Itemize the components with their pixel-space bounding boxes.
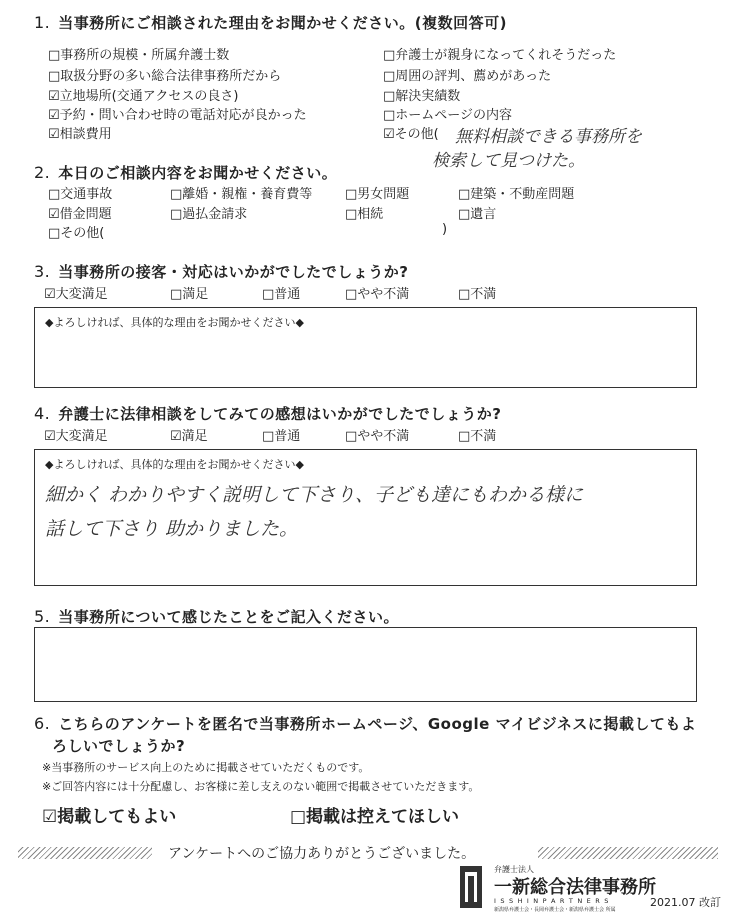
- q6-option-no[interactable]: □掲載は控えてほしい: [290, 807, 460, 827]
- q1-option-reputation[interactable]: □周囲の評判、薦めがあった: [383, 69, 552, 84]
- q4-option-dissatisfied[interactable]: □不満: [458, 429, 497, 444]
- q2-option-debt[interactable]: ☑借金問題: [48, 207, 112, 222]
- q4-reason-box[interactable]: [34, 449, 697, 586]
- q2-option-traffic[interactable]: □交通事故: [48, 187, 113, 202]
- q4-number: 4.: [34, 404, 51, 423]
- q1-number: 1.: [34, 13, 51, 32]
- footer-thanks: アンケートへのご協力ありがとうございました。: [168, 846, 476, 862]
- q1-option-homepage[interactable]: □ホームページの内容: [383, 108, 513, 123]
- q4-option-satisfied[interactable]: ☑満足: [170, 429, 208, 444]
- q2-option-divorce[interactable]: □離婚・親権・養育費等: [170, 187, 313, 202]
- q5-title: [34, 606, 399, 627]
- q1-option-fee[interactable]: ☑相談費用: [48, 127, 112, 142]
- q4-box-label: ◆よろしければ、具体的な理由をお聞かせください◆: [45, 458, 304, 471]
- firm-sub: 新潟県弁護士会・長岡弁護士会・新潟県弁護士会 所属: [494, 907, 616, 913]
- q1-option-size[interactable]: □事務所の規模・所属弁護士数: [48, 48, 230, 63]
- footer-hatch-left: [18, 847, 152, 859]
- q4-option-somewhat-dissatisfied[interactable]: □やや不満: [345, 429, 410, 444]
- q2-option-will[interactable]: □遺言: [458, 207, 497, 222]
- firm-name: 一新総合法律事務所: [494, 877, 656, 898]
- q1-other-handwriting-1: 無料相談できる事務所を: [455, 127, 642, 147]
- q1-option-phone[interactable]: ☑予約・問い合わせ時の電話対応が良かった: [48, 108, 307, 123]
- q3-option-neutral[interactable]: □普通: [262, 287, 301, 302]
- q6-option-yes[interactable]: ☑掲載してもよい: [42, 807, 177, 827]
- q6-note-1: ※当事務所のサービス向上のために掲載させていただくものです。: [42, 761, 370, 774]
- q3-box-label: ◆よろしければ、具体的な理由をお聞かせください◆: [45, 316, 304, 329]
- q6-title-line-1: [34, 713, 696, 734]
- q4-answer-line-2: 話して下さり 助かりました。: [45, 518, 299, 540]
- q3-title: [34, 261, 408, 282]
- q5-comment-box[interactable]: [34, 627, 697, 702]
- q3-reason-box[interactable]: [34, 307, 697, 388]
- q3-title-text: 当事務所の接客・対応はいかがでしたでしょうか?: [58, 263, 409, 281]
- q2-title-text: 本日のご相談内容をお聞かせください。: [58, 164, 338, 182]
- q2-option-overpayment[interactable]: □過払金請求: [170, 207, 248, 222]
- q3-option-dissatisfied[interactable]: □不満: [458, 287, 497, 302]
- q4-title: [34, 403, 501, 424]
- q6-note-2: ※ご回答内容には十分配慮し、お客様に差し支えのない範囲で掲載させていただきます。: [42, 780, 480, 793]
- q3-option-very-satisfied[interactable]: ☑大変満足: [44, 287, 108, 302]
- q2-option-other[interactable]: □その他(: [48, 226, 105, 241]
- firm-roman: I S S H I N P A R T N E R S: [494, 897, 610, 905]
- q2-option-inheritance[interactable]: □相続: [345, 207, 384, 222]
- q2-title: [34, 162, 337, 183]
- q5-title-text: 当事務所について感じたことをご記入ください。: [58, 608, 399, 626]
- q4-option-very-satisfied[interactable]: ☑大変満足: [44, 429, 108, 444]
- q1-title-text: 当事務所にご相談された理由をお聞かせください。(複数回答可): [58, 14, 507, 32]
- q5-number: 5.: [34, 607, 51, 626]
- q4-option-neutral[interactable]: □普通: [262, 429, 301, 444]
- q4-title-text: 弁護士に法律相談をしてみての感想はいかがでしたでしょうか?: [58, 405, 502, 423]
- q1-title: [34, 12, 507, 33]
- footer-hatch-right: [538, 847, 718, 859]
- firm-logo: [460, 866, 482, 908]
- q3-number: 3.: [34, 262, 51, 281]
- firm-prefix: 弁護士法人: [494, 865, 534, 874]
- q2-other-close: ): [442, 222, 448, 237]
- q1-option-record[interactable]: □解決実績数: [383, 89, 461, 104]
- q1-option-location[interactable]: ☑立地場所(交通アクセスの良さ): [48, 89, 239, 104]
- form-version: 2021.07 改訂: [650, 896, 721, 909]
- q4-answer-line-1: 細かく わかりやすく説明して下さり、子ども達にもわかる様に: [45, 484, 584, 506]
- q6-title-line-2: ろしいでしょうか?: [52, 737, 186, 755]
- q3-option-satisfied[interactable]: □満足: [170, 287, 209, 302]
- q1-option-caring[interactable]: □弁護士が親身になってくれそうだった: [383, 48, 617, 63]
- q1-option-fields[interactable]: □取扱分野の多い総合法律事務所だから: [48, 69, 282, 84]
- q2-number: 2.: [34, 163, 51, 182]
- q3-option-somewhat-dissatisfied[interactable]: □やや不満: [345, 287, 410, 302]
- q1-option-other[interactable]: ☑その他(: [383, 127, 439, 142]
- q6-title-text-1: こちらのアンケートを匿名で当事務所ホームページ、Google マイビジネスに掲載してもよ: [58, 715, 697, 733]
- q1-other-handwriting-2: 検索して見つけた。: [432, 151, 585, 171]
- q2-option-realestate[interactable]: □建築・不動産問題: [458, 187, 575, 202]
- q2-option-gender[interactable]: □男女問題: [345, 187, 410, 202]
- q6-number: 6.: [34, 714, 51, 733]
